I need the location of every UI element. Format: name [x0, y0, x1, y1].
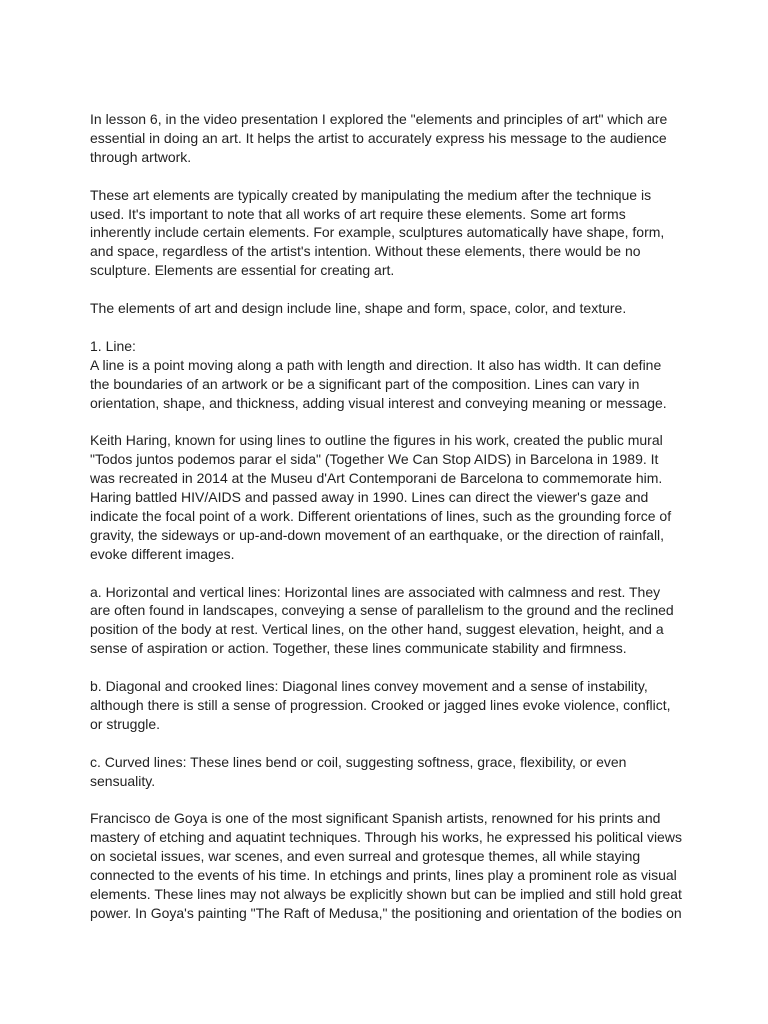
paragraph-elements-list: The elements of art and design include line, shape and form, space, color, and texture.: [90, 300, 627, 317]
document-page: [90, 110, 682, 942]
paragraph-diagonal-crooked: b. Diagonal and crooked lines: Diagonal lines convey movement and a sense of instability, although there is still a sense of progression. Crooked or jagged lines evoke violence, conflict, or struggle.: [90, 678, 671, 732]
paragraph-art-elements: These art elements are typically created by manipulating the medium after the technique is used. It's important to note that all works of art require these elements. Some art forms inherently include certain elements. For example, sculptures automatically have shape, form, and space, regardless of the artist's intention. Without these elements, there would be no sculpture. Elements are essential for creating art.: [90, 186, 665, 279]
paragraph-horizontal-vertical: a. Horizontal and vertical lines: Horizontal lines are associated with calmness and rest. They are often found in landscapes, conveying a sense of parallelism to the ground and the reclined position of the body at rest. Vertical lines, on the other hand, suggest elevation, height, and a sense of aspiration or action. Together, these lines communicate stability and firmness.: [90, 583, 674, 657]
paragraph-line-definition: 1. Line: A line is a point moving along a path with length and direction. It also has width. It can define the boundaries of an artwork or be a significant part of the composition. Lines can vary in orientation, shape, and thickness, adding visual interest and conveying meaning or message.: [90, 337, 667, 411]
paragraph-goya: Francisco de Goya is one of the most significant Spanish artists, renowned for his prints and mastery of etching and aquatint techniques. Through his works, he expressed his political views on societal issues, war scenes, and even surreal and grotesque themes, all while staying connected to the events of his time. In etchings and prints, lines play a prominent role as visual elements. These lines may not always be explicitly shown but can be implied and still hold great power. In Goya's painting "The Raft of Medusa," the positioning and orientation of the bodies on: [90, 810, 682, 921]
paragraph-intro: In lesson 6, in the video presentation I explored the "elements and principles of art" which are essential in doing an art. It helps the artist to accurately express his message to the audience through artwork.: [90, 111, 668, 165]
paragraph-curved: c. Curved lines: These lines bend or coil, suggesting softness, grace, flexibility, or even sensuality.: [90, 753, 627, 789]
paragraph-keith-haring: Keith Haring, known for using lines to outline the figures in his work, created the public mural "Todos juntos podemos parar el sida" (Together We Can Stop AIDS) in Barcelona in 1989. It was recreated in 2014 at the Museu d'Art Contemporani de Barcelona to commemorate him. Haring battled HIV/AIDS and passed away in 1990. Lines can direct the viewer's gaze and indicate the focal point of a work. Different orientations of lines, such as the grounding force of gravity, the sideways or up-and-down movement of an earthquake, or the direction of rainfall, evoke different images.: [90, 432, 672, 562]
